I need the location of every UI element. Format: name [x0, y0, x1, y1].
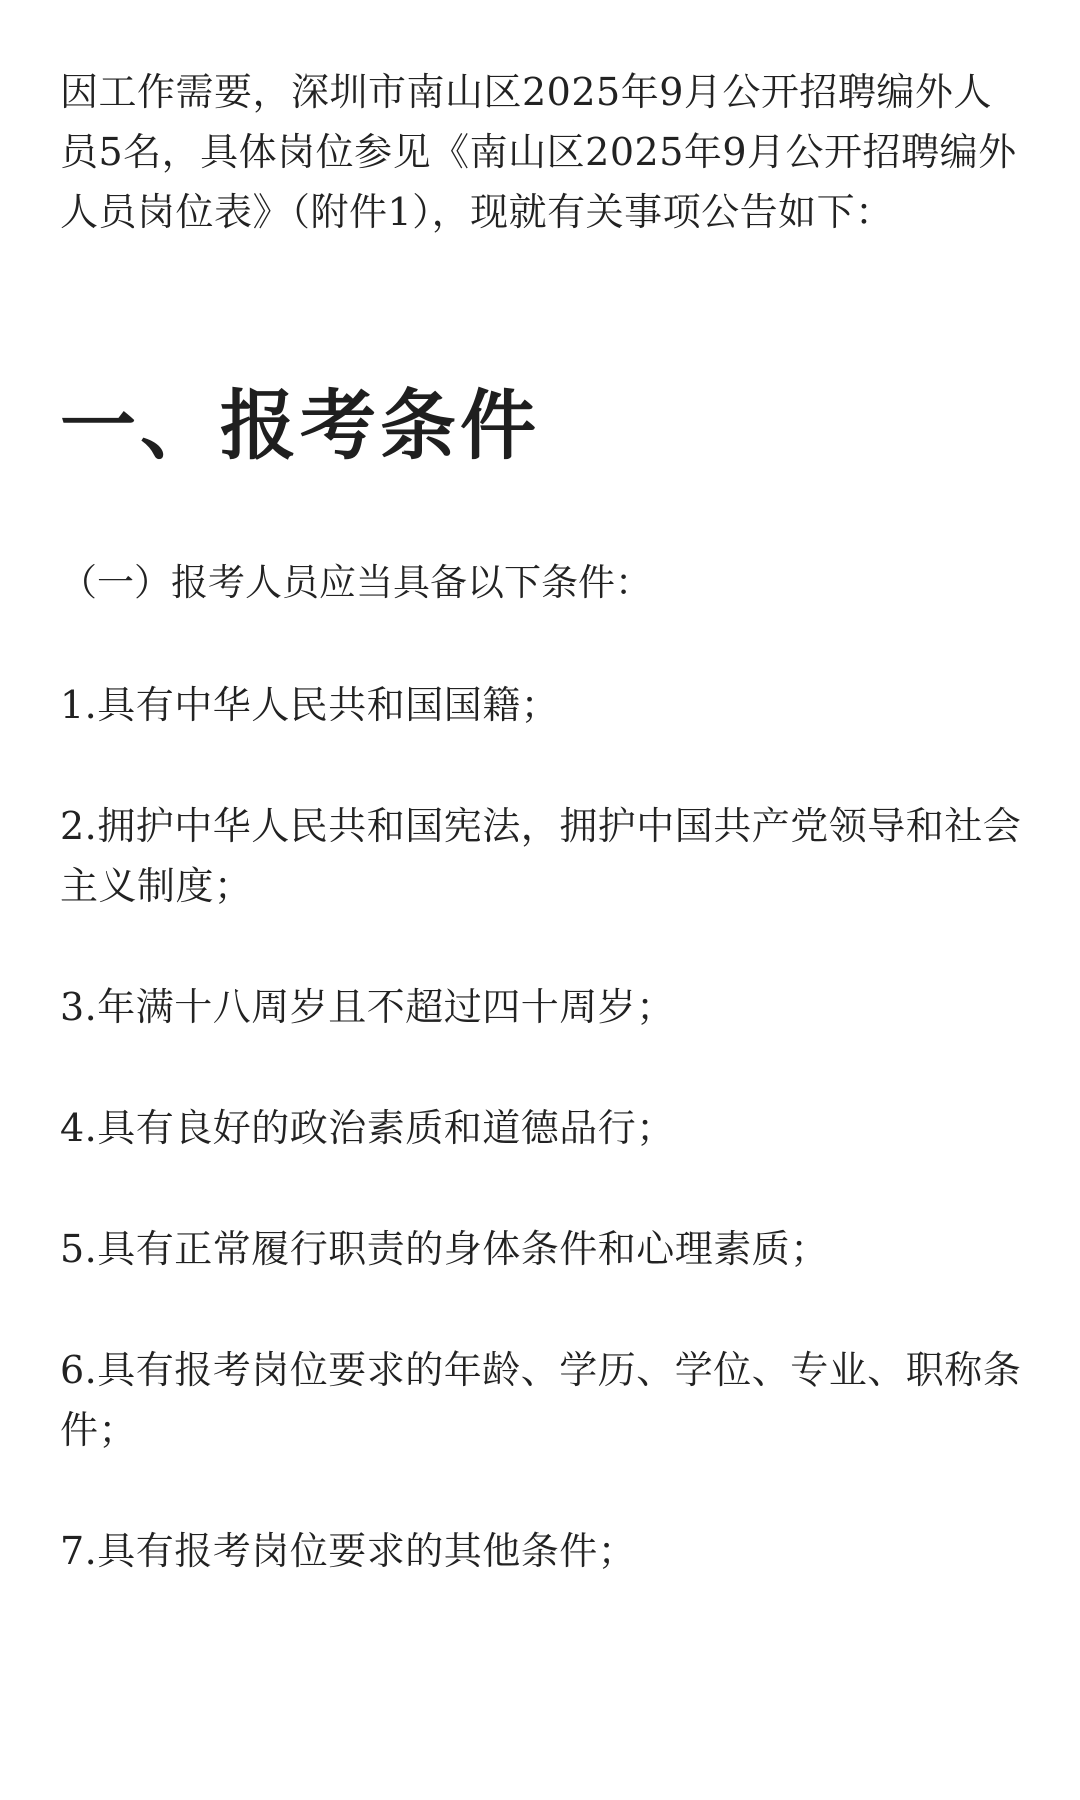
intro-paragraph: 因工作需要，深圳市南山区2025年9月公开招聘编外人员5名，具体岗位参见《南山区2025年9月公开招聘编外人员岗位表》（附件1），现就有关事项公告如下： — [60, 70, 1017, 234]
section-heading: 一、报考条件 — [60, 381, 540, 470]
condition-item: 2.拥护中华人民共和国宪法，拥护中国共产党领导和社会主义制度； — [60, 804, 1022, 908]
condition-item: 6.具有报考岗位要求的年龄、学历、学位、专业、职称条件； — [60, 1348, 1022, 1452]
sub-heading: （一）报考人员应当具备以下条件： — [60, 561, 652, 604]
condition-item: 3.年满十八周岁且不超过四十周岁； — [60, 985, 675, 1029]
condition-item: 5.具有正常履行职责的身体条件和心理素质； — [60, 1227, 829, 1271]
condition-item: 1.具有中华人民共和国国籍； — [60, 683, 560, 727]
condition-item: 4.具有良好的政治素质和道德品行； — [60, 1106, 675, 1150]
condition-item: 7.具有报考岗位要求的其他条件； — [60, 1529, 637, 1573]
document-body — [60, 62, 1025, 1581]
